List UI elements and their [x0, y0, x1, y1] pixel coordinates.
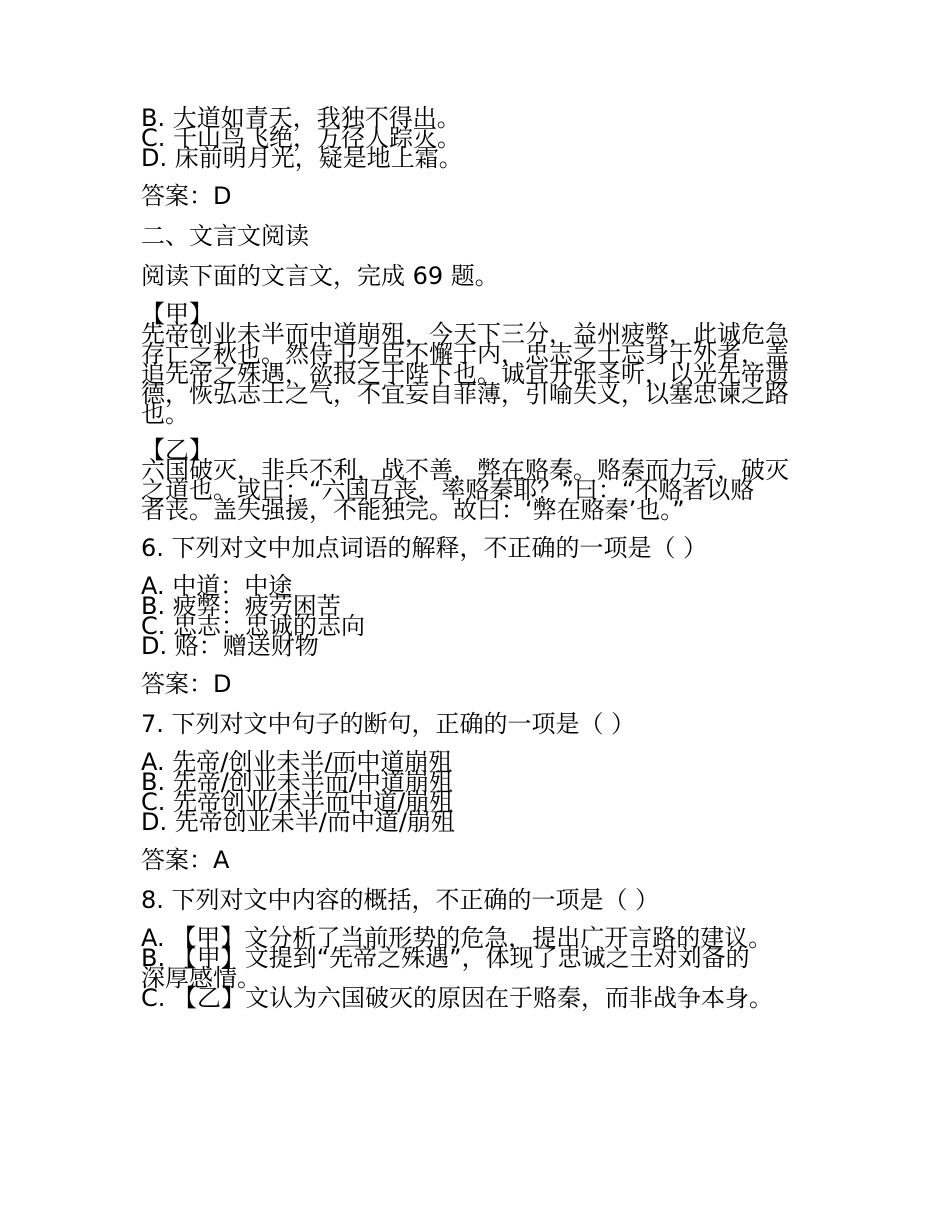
option-d: D. 床前明月光，疑是地上霜。	[141, 144, 463, 172]
passage-line: 德，恢弘志士之气，不宜妄自菲薄，引喻失义，以塞忠谏之路	[141, 380, 789, 408]
option-a: A. 【甲】文分析了当前形势的危急，提出广开言路的建议。	[141, 924, 773, 952]
option-c: C. 【乙】文认为六国破灭的原因在于赂秦，而非战争本身。	[141, 984, 774, 1012]
passage-jia	[141, 300, 813, 428]
option-c: C. 先帝创业/未半而中道/崩殂	[141, 788, 454, 816]
passage-line: 存亡之秋也。然侍卫之臣不懈于内，忠志之士忘身于外者，盖	[141, 340, 789, 368]
question-7-stem: 7. 下列对文中句子的断句，正确的一项是（ ）	[141, 710, 636, 738]
question-8-stem: 8. 下列对文中内容的概括，不正确的一项是（ ）	[141, 886, 660, 914]
passage-line: 先帝创业未半而中道崩殂，今天下三分，益州疲弊，此诚危急	[141, 320, 789, 348]
question-7-options	[141, 748, 813, 836]
question-6-stem: 6. 下列对文中加点词语的解释，不正确的一项是（ ）	[141, 534, 708, 562]
option-b: B. 先帝/创业未半而/中道崩殂	[141, 768, 453, 796]
section-title: 二、文言文阅读	[141, 222, 309, 250]
option-b-continued: 深厚感情。	[141, 964, 261, 992]
document-page	[141, 104, 813, 1012]
option-a: A. 中道：中途	[141, 572, 293, 600]
passage-line: 者丧。盖失强援，不能独完。故曰：‘弊在赂秦’也。”	[141, 496, 685, 524]
reading-intro: 阅读下面的文言文，完成 69 题。	[141, 262, 499, 290]
passage-line: 也。	[141, 400, 189, 428]
passage-label: 【乙】	[141, 436, 213, 464]
passage-label: 【甲】	[141, 300, 213, 328]
passage-yi	[141, 436, 813, 524]
option-a: A. 先帝/创业未半/而中道崩殂	[141, 748, 453, 776]
option-d: D. 赂：赠送财物	[141, 632, 319, 660]
option-b: B. 大道如青天，我独不得出。	[141, 104, 461, 132]
option-b: B. 疲弊：疲劳困苦	[141, 592, 341, 620]
option-c: C. 忠志：忠诚的志向	[141, 612, 366, 640]
previous-answer: 答案：D	[141, 182, 232, 210]
option-b: B. 【甲】文提到“先帝之殊遇”，体现了忠诚之士对刘备的	[141, 944, 750, 972]
previous-question-options	[141, 104, 813, 172]
option-d: D. 先帝创业未半/而中道/崩殂	[141, 808, 455, 836]
question-6-options	[141, 572, 813, 660]
question-7-answer: 答案：A	[141, 846, 230, 874]
passage-line: 六国破灭，非兵不利，战不善，弊在赂秦。赂秦而力亏，破灭	[141, 456, 789, 484]
option-c: C. 千山鸟飞绝，万径人踪灭。	[141, 124, 462, 152]
passage-line: 追先帝之殊遇，欲报之于陛下也。诚宜开张圣听，以光先帝遗	[141, 360, 789, 388]
passage-line: 之道也。或曰：“六国互丧，率赂秦耶？”曰：“不赂者以赂	[141, 476, 755, 504]
question-8-options	[141, 924, 813, 1012]
question-6-answer: 答案：D	[141, 670, 232, 698]
